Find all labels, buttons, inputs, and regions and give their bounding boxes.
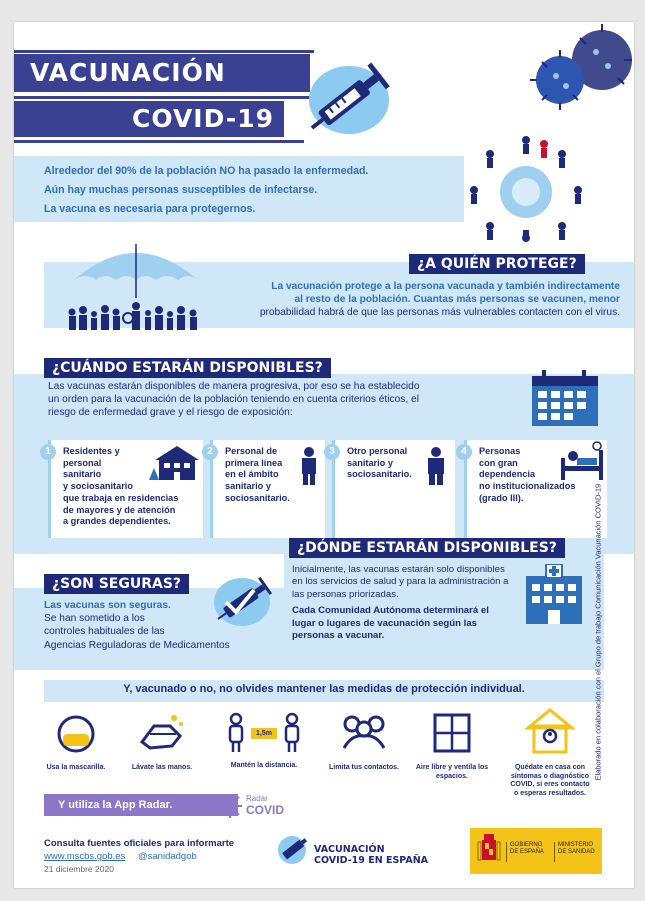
syringe-icon (294, 44, 404, 154)
seguras-line-4: Agencias Reguladoras de Medicamentos (44, 639, 230, 651)
seguras-line-2: Se han sometido a los (44, 613, 145, 625)
vaccine-logo-line-2: COVID-19 EN ESPAÑA (314, 855, 429, 866)
poster (14, 22, 634, 888)
donde-paragraph-2: Cada Comunidad Autónoma determinará el lugar o lugares de vacunación según las personas a vacunar. (292, 605, 489, 642)
measure-label: Mantén la distancia. (230, 762, 298, 769)
bed-patient-icon (557, 440, 607, 484)
cuando-line-1: Las vacunas estarán disponibles de manera progresiva, por eso se ha establecido (48, 381, 420, 392)
ministry-line-2: DE SANIDAD (558, 849, 595, 855)
coat-of-arms-icon (476, 834, 502, 868)
window-icon (432, 712, 472, 754)
cuando-heading: ¿CUÁNDO ESTARÁN DISPONIBLES? (44, 358, 331, 378)
radar-logo-big: COVID (246, 803, 285, 817)
radar-logo-icon (216, 792, 244, 820)
step-card-3 (329, 440, 455, 538)
protege-line-3: probabilidad habrá de que las personas más vulnerables contacten con el virus. (259, 307, 620, 319)
protege-text (200, 280, 620, 320)
seguras-heading: ¿SON SEGURAS? (44, 574, 189, 594)
home-icon (524, 708, 576, 754)
step-number: 4 (456, 444, 472, 460)
donde-heading: ¿DÓNDE ESTARÁN DISPONIBLES? (289, 538, 565, 558)
protege-line-2: al resto de la población. Cuantas más personas se vacunen, menor (294, 294, 620, 306)
logo-divider (554, 842, 555, 862)
intro-text (44, 164, 464, 221)
consulta-text: Consulta fuentes oficiales para informarte (44, 838, 235, 849)
step-card-4 (461, 440, 607, 538)
intro-line-2: Aún hay muchas personas susceptibles de infectarse. (44, 184, 318, 196)
umbrella-icon (66, 236, 206, 340)
protege-line-1: La vacunación protege a la persona vacunada y también indirectamente (271, 281, 620, 292)
side-note: Elaborado en colaboración con el Grupo de trabajo Comunicación Vacunación COVID-19 (593, 483, 603, 781)
cuando-line-2: un orden para la vacunación de la población teniendo en cuenta criterios éticos, el (48, 394, 419, 406)
ministry-text (558, 842, 595, 856)
distance-badge: 1,5m (256, 730, 272, 737)
measures-heading: Y, vacunado o no, no olvides mantener las medidas de protección individual. (123, 683, 525, 695)
measure-label: Usa la mascarilla. (46, 764, 106, 771)
app-radar-pill: Y utiliza la App Radar. (44, 794, 238, 816)
healthworker-icon (299, 446, 319, 486)
intro-line-1: Alrededor del 90% de la población NO ha pasado la enfermedad. (44, 165, 369, 177)
twitter-handle[interactable]: @sanidadgob (138, 851, 197, 862)
residence-icon (149, 444, 201, 482)
donde-text (292, 564, 512, 642)
title-stripe (14, 50, 314, 53)
step-text: Personal de primera línea en el ámbito sanitario y sociosanitario. (225, 446, 290, 503)
measure-label: Aire libre y ventila los espacios. (415, 764, 489, 780)
virus-people-icon (462, 130, 592, 248)
measure-label: Quédate en casa con síntomas o diagnóstico COVID, si eres contacto o esperas resultados. (510, 764, 590, 797)
donde-paragraph-1: Inicialmente, las vacunas estarán solo disponibles en los servicios de salud y para la administración a las personas priorizadas. (292, 564, 509, 600)
radar-logo-small: Radar (246, 794, 268, 803)
title-stripe (14, 96, 314, 99)
step-text: Residentes y personal sanitario y sociosanitario que trabaja en residencias de mayores y de atención a grandes dependientes. (63, 446, 179, 527)
step-number: 2 (202, 444, 218, 460)
hospital-icon (520, 564, 588, 626)
intro-line-3: La vacuna es necesaria para protegernos. (44, 203, 256, 215)
title-stripe (14, 140, 304, 143)
web-link[interactable]: www.mscbs.gob.es (44, 851, 126, 862)
gov-line-2: DE ESPAÑA (510, 849, 544, 855)
seguras-line-3: controles habituales de las (44, 626, 165, 638)
group-icon (338, 712, 390, 752)
ministry-line-1: MINISTERIO (558, 842, 594, 848)
title-line-2: COVID-19 (14, 101, 284, 137)
measure-label: Limita tus contactos. (328, 764, 399, 771)
step-text: Personas con gran dependencia no institucionalizados (grado III). (479, 446, 576, 503)
government-logo (470, 828, 602, 874)
logo-divider (506, 842, 507, 862)
mask-icon (54, 714, 98, 754)
syringe-check-icon (210, 570, 280, 630)
gov-text (510, 842, 544, 856)
vaccine-logo-icon (276, 832, 312, 866)
step-number: 3 (324, 444, 340, 460)
cuando-text (48, 380, 518, 420)
step-card-1 (45, 440, 203, 538)
date-text: 21 diciembre 2020 (44, 864, 114, 874)
doctor-icon (425, 446, 447, 486)
gov-line-1: GOBIERNO (510, 842, 543, 848)
protege-heading: ¿A QUIÉN PROTEGE? (409, 254, 585, 274)
vaccine-logo-line-1: VACUNACIÓN (314, 844, 385, 855)
hands-icon (136, 712, 188, 754)
step-number: 1 (40, 444, 56, 460)
calendar-icon (528, 368, 604, 430)
virus-icon (512, 22, 634, 122)
seguras-line-1: Las vacunas son seguras. (44, 600, 171, 611)
cuando-line-3: riesgo de enfermedad grave y el riesgo de exposición: (48, 407, 293, 419)
step-text: Otro personal sanitario y sociosanitario. (347, 446, 412, 480)
title-line-1: VACUNACIÓN (14, 54, 310, 92)
step-card-2 (207, 440, 325, 538)
measure-label: Lávate las manos. (131, 764, 193, 771)
